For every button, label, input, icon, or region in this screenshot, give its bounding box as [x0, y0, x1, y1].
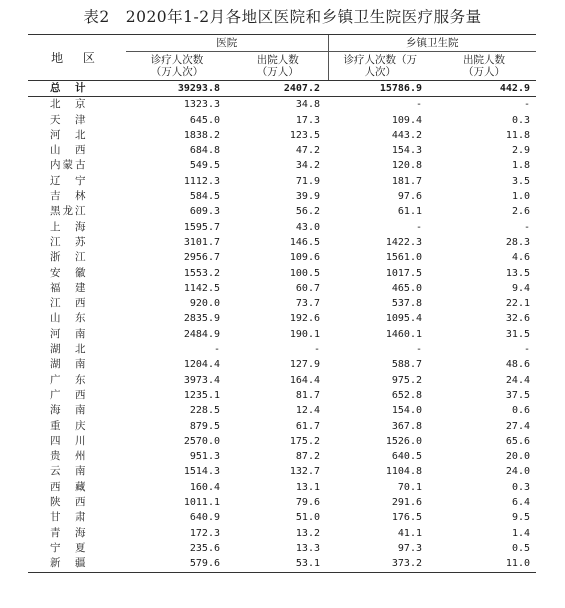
- table-row: [28, 327, 536, 342]
- table-row: [28, 220, 536, 235]
- hospital-visits-cell: 160.4: [189, 481, 220, 493]
- table-row: [28, 510, 536, 525]
- township-visits-cell: 109.4: [391, 114, 422, 126]
- hospital-discharge-cell: 123.5: [289, 129, 320, 141]
- hospital-discharge-cell: 13.2: [295, 527, 320, 539]
- hospital-discharge-cell: 56.2: [295, 206, 320, 218]
- township-visits-cell: 1017.5: [385, 267, 422, 279]
- region-column-header: 地 区: [28, 35, 126, 81]
- region-cell: 新 疆: [28, 556, 126, 572]
- region-cell: 青 海: [50, 526, 88, 539]
- region-cell: 天 津: [50, 113, 88, 126]
- hospital-discharge-cell: 12.4: [295, 405, 320, 417]
- region-cell: 黑龙江: [50, 205, 88, 218]
- table-row: [28, 541, 536, 556]
- hospital-discharge-cell: 39.9: [295, 191, 320, 203]
- region-cell: 广 西: [50, 388, 88, 401]
- table-row: [28, 143, 536, 158]
- hospital-visits-cell: 2484.9: [183, 328, 220, 340]
- table-row: [28, 388, 536, 403]
- hospital-visits-cell: 1112.3: [183, 175, 220, 187]
- hospital-discharge-cell: 61.7: [295, 420, 320, 432]
- region-cell: 湖 北: [50, 343, 88, 356]
- table-row: [28, 189, 536, 204]
- township-discharge-cell: 6.4: [511, 497, 530, 509]
- hospital-visits-cell: 1838.2: [183, 129, 220, 141]
- township-visits-cell: 1460.1: [385, 328, 422, 340]
- hospital-discharge-cell: 190.1: [289, 328, 320, 340]
- township-visits-cell: -: [415, 99, 422, 111]
- township-group-header: 乡镇卫生院: [328, 35, 536, 52]
- hospital-discharge-cell: 60.7: [295, 282, 320, 294]
- region-cell: 重 庆: [50, 419, 88, 432]
- region-cell: 河 南: [50, 327, 88, 340]
- region-cell: 云 南: [50, 465, 88, 478]
- township-visits-cell: 1104.8: [385, 466, 422, 478]
- township-visits-cell: 97.6: [397, 191, 422, 203]
- township-discharge-cell: 48.6: [505, 359, 530, 371]
- hospital-visits-cell: 879.5: [189, 420, 220, 432]
- township-visits-cell: 61.1: [397, 206, 422, 218]
- table-row: [28, 373, 536, 388]
- hospital-visits-cell: 235.6: [189, 542, 220, 554]
- township-visits-header: 诊疗人次数（万 人次）: [328, 52, 432, 81]
- hospital-discharge-cell: 127.9: [289, 359, 320, 371]
- table-row: [28, 158, 536, 173]
- hospital-visits-cell: 645.0: [189, 114, 220, 126]
- region-cell: 山 西: [50, 144, 88, 157]
- hospital-visits-cell: 549.5: [189, 160, 220, 172]
- hospital-visits-cell: 1553.2: [183, 267, 220, 279]
- hospital-visits-cell: 3101.7: [183, 236, 220, 248]
- hospital-discharge-cell: 71.9: [295, 175, 320, 187]
- township-visits-cell: 1095.4: [385, 313, 422, 325]
- hospital-visits-cell: 228.5: [189, 405, 220, 417]
- region-cell: 贵 州: [50, 450, 88, 463]
- township-visits-cell: 975.2: [391, 374, 422, 386]
- township-visits-cell: 367.8: [391, 420, 422, 432]
- table-row: [28, 480, 536, 495]
- hospital-discharge-cell: 100.5: [289, 267, 320, 279]
- region-cell: 四 川: [50, 434, 88, 447]
- hospital-visits-cell: 1323.3: [183, 99, 220, 111]
- township-discharge-cell: 11.8: [505, 129, 530, 141]
- hospital-visits-cell: 2956.7: [183, 252, 220, 264]
- hospital-visits-header: 诊疗人次数 （万人次）: [126, 52, 228, 81]
- township-visits-cell: 15786.9: [328, 81, 432, 97]
- table-row: [28, 113, 536, 128]
- hospital-visits-cell: 39293.8: [126, 81, 228, 97]
- table-title: 表2 2020年1-2月各地区医院和乡镇卫生院医疗服务量: [83, 8, 482, 26]
- township-discharge-cell: -: [523, 221, 530, 233]
- hospital-discharge-cell: 2407.2: [228, 81, 328, 97]
- table-row: [28, 419, 536, 434]
- township-visits-cell: 443.2: [391, 129, 422, 141]
- township-visits-cell: 1561.0: [385, 252, 422, 264]
- township-visits-cell: 373.2: [328, 556, 432, 572]
- township-discharge-cell: 28.3: [505, 236, 530, 248]
- table-body: [28, 81, 536, 573]
- region-cell: 宁 夏: [50, 541, 88, 554]
- hospital-visits-cell: 1011.1: [183, 497, 220, 509]
- township-visits-cell: -: [415, 221, 422, 233]
- hospital-discharge-cell: 164.4: [289, 374, 320, 386]
- township-visits-cell: 640.5: [391, 451, 422, 463]
- township-discharge-cell: 20.0: [505, 451, 530, 463]
- table-row: [28, 204, 536, 219]
- region-cell: 河 北: [50, 128, 88, 141]
- region-cell: 浙 江: [50, 251, 88, 264]
- township-discharge-cell: 2.9: [511, 145, 530, 157]
- township-discharge-cell: 13.5: [505, 267, 530, 279]
- hospital-visits-cell: 920.0: [189, 298, 220, 310]
- hospital-visits-cell: 172.3: [189, 527, 220, 539]
- hospital-discharge-cell: 34.2: [295, 160, 320, 172]
- hospital-visits-cell: -: [213, 344, 220, 356]
- total-row: [28, 81, 536, 97]
- region-cell: 海 南: [50, 404, 88, 417]
- hospital-discharge-cell: 81.7: [295, 389, 320, 401]
- township-discharge-cell: 22.1: [505, 298, 530, 310]
- township-discharge-cell: 24.4: [505, 374, 530, 386]
- table-row: [28, 526, 536, 541]
- region-cell: 吉 林: [50, 190, 88, 203]
- township-visits-cell: 181.7: [391, 175, 422, 187]
- hospital-discharge-cell: 13.1: [295, 481, 320, 493]
- table-row: [28, 464, 536, 479]
- township-discharge-cell: 9.4: [511, 282, 530, 294]
- region-cell: 陕 西: [50, 496, 88, 509]
- township-visits-cell: 1422.3: [385, 236, 422, 248]
- hospital-discharge-cell: 175.2: [289, 435, 320, 447]
- hospital-discharge-cell: 146.5: [289, 236, 320, 248]
- region-cell: 甘 肃: [50, 511, 88, 524]
- table-row: [28, 250, 536, 265]
- township-visits-cell: 176.5: [391, 512, 422, 524]
- township-visits-cell: 154.3: [391, 145, 422, 157]
- township-visits-cell: 537.8: [391, 298, 422, 310]
- region-cell: 山 东: [50, 312, 88, 325]
- region-cell: 江 西: [50, 297, 88, 310]
- table-row: [28, 357, 536, 372]
- hospital-discharge-cell: 192.6: [289, 313, 320, 325]
- hospital-discharge-cell: 13.3: [295, 542, 320, 554]
- township-discharge-cell: 0.6: [511, 405, 530, 417]
- township-discharge-cell: 27.4: [505, 420, 530, 432]
- hospital-visits-cell: 1235.1: [183, 389, 220, 401]
- township-discharge-cell: 0.3: [511, 481, 530, 493]
- township-discharge-cell: 2.6: [511, 206, 530, 218]
- region-cell: 广 东: [50, 373, 88, 386]
- table-row: [28, 449, 536, 464]
- hospital-visits-cell: 3973.4: [183, 374, 220, 386]
- hospital-group-header: 医院: [126, 35, 328, 52]
- region-cell: 江 苏: [50, 235, 88, 248]
- table-row: [28, 174, 536, 189]
- hospital-discharge-cell: 109.6: [289, 252, 320, 264]
- service-volume-table: [28, 34, 536, 573]
- township-visits-cell: -: [415, 344, 422, 356]
- region-cell: 西 藏: [50, 480, 88, 493]
- township-discharge-cell: 24.0: [505, 466, 530, 478]
- hospital-discharge-cell: 73.7: [295, 298, 320, 310]
- region-cell: 湖 南: [50, 358, 88, 371]
- table-row: [28, 266, 536, 281]
- township-discharge-cell: 1.0: [511, 191, 530, 203]
- hospital-discharge-cell: 87.2: [295, 451, 320, 463]
- table-row: [28, 342, 536, 357]
- hospital-discharge-cell: -: [313, 344, 320, 356]
- township-visits-cell: 70.1: [397, 481, 422, 493]
- township-discharge-cell: 65.6: [505, 435, 530, 447]
- table-row: [28, 281, 536, 296]
- hospital-visits-cell: 2570.0: [183, 435, 220, 447]
- table-row: [28, 403, 536, 418]
- hospital-discharge-cell: 53.1: [228, 556, 328, 572]
- hospital-visits-cell: 1204.4: [183, 359, 220, 371]
- region-cell: 辽 宁: [50, 174, 88, 187]
- hospital-discharge-cell: 34.8: [295, 99, 320, 111]
- hospital-discharge-header: 出院人数 （万人）: [228, 52, 328, 81]
- township-discharge-cell: 4.6: [511, 252, 530, 264]
- region-cell: 内蒙古: [50, 159, 88, 172]
- township-discharge-cell: -: [523, 99, 530, 111]
- table-row: [28, 311, 536, 326]
- table-row: [28, 296, 536, 311]
- township-discharge-cell: 9.5: [511, 512, 530, 524]
- hospital-visits-cell: 584.5: [189, 191, 220, 203]
- hospital-visits-cell: 951.3: [189, 451, 220, 463]
- region-cell: 北 京: [50, 98, 88, 111]
- township-discharge-header: 出院人数 （万人）: [432, 52, 536, 81]
- hospital-visits-cell: 1142.5: [183, 282, 220, 294]
- hospital-visits-cell: 2835.9: [183, 313, 220, 325]
- township-discharge-cell: -: [523, 344, 530, 356]
- township-visits-cell: 97.3: [397, 542, 422, 554]
- region-cell: 安 徽: [50, 266, 88, 279]
- hospital-visits-cell: 684.8: [189, 145, 220, 157]
- township-visits-cell: 465.0: [391, 282, 422, 294]
- hospital-visits-cell: 609.3: [189, 206, 220, 218]
- hospital-visits-cell: 1595.7: [183, 221, 220, 233]
- township-discharge-cell: 37.5: [505, 389, 530, 401]
- table-row: [28, 556, 536, 572]
- table-header: [28, 35, 536, 81]
- township-visits-cell: 41.1: [397, 527, 422, 539]
- table-row: [28, 97, 536, 113]
- township-visits-cell: 154.0: [391, 405, 422, 417]
- region-cell: 上 海: [50, 220, 88, 233]
- township-discharge-cell: 0.3: [511, 114, 530, 126]
- township-discharge-cell: 32.6: [505, 313, 530, 325]
- hospital-visits-cell: 640.9: [189, 512, 220, 524]
- hospital-discharge-cell: 17.3: [295, 114, 320, 126]
- hospital-visits-cell: 579.6: [126, 556, 228, 572]
- township-visits-cell: 1526.0: [385, 435, 422, 447]
- township-discharge-cell: 11.0: [432, 556, 536, 572]
- township-discharge-cell: 0.5: [511, 542, 530, 554]
- township-visits-cell: 120.8: [391, 160, 422, 172]
- township-discharge-cell: 442.9: [432, 81, 536, 97]
- hospital-discharge-cell: 79.6: [295, 497, 320, 509]
- township-visits-cell: 291.6: [391, 497, 422, 509]
- hospital-discharge-cell: 132.7: [289, 466, 320, 478]
- hospital-visits-cell: 1514.3: [183, 466, 220, 478]
- table-row: [28, 235, 536, 250]
- township-visits-cell: 652.8: [391, 389, 422, 401]
- township-visits-cell: 588.7: [391, 359, 422, 371]
- table-row: [28, 495, 536, 510]
- township-discharge-cell: 1.8: [511, 160, 530, 172]
- region-cell: 福 建: [50, 281, 88, 294]
- region-cell: 总 计: [28, 81, 126, 97]
- table-row: [28, 128, 536, 143]
- hospital-discharge-cell: 47.2: [295, 145, 320, 157]
- township-discharge-cell: 31.5: [505, 328, 530, 340]
- table-row: [28, 434, 536, 449]
- hospital-discharge-cell: 51.0: [295, 512, 320, 524]
- township-discharge-cell: 1.4: [511, 527, 530, 539]
- hospital-discharge-cell: 43.0: [295, 221, 320, 233]
- township-discharge-cell: 3.5: [511, 175, 530, 187]
